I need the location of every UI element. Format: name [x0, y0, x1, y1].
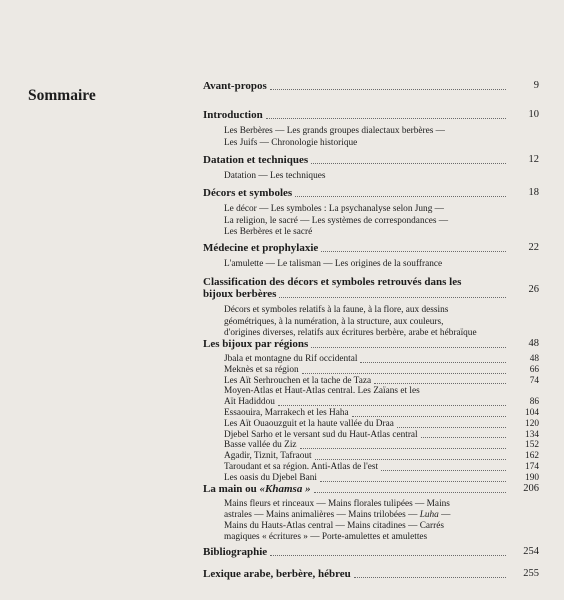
region-item[interactable]: Meknès et sa région 66 — [224, 364, 539, 375]
entry-description: Décors et symboles relatifs à la faune, à la flore, aux dessins géométriques, à la numération, à la structure, aux couleurs, d'origines diverses, relatifs aux écritures berbère, arabe et hébraïque — [224, 305, 477, 338]
region-item[interactable]: Les oasis du Djebel Bani 190 — [224, 472, 539, 483]
region-item[interactable]: Agadir, Tiznit, Tafraout 162 — [224, 451, 539, 462]
entry-title: La main ou «Khamsa » — [203, 483, 311, 495]
region-item[interactable]: Les Aït Ouaouzguit et la haute vallée du Draa 120 — [224, 418, 539, 429]
toc-entry-introduction[interactable] — [203, 109, 539, 149]
entry-page: 10 — [528, 109, 539, 120]
entry-page: 9 — [533, 80, 539, 91]
region-item[interactable]: Les Aït Serhrouchen et la tache de Taza 74 — [224, 375, 539, 386]
entry-page: 12 — [528, 154, 539, 165]
entry-title-line1: Classification des décors et symboles retrouvés dans les — [203, 276, 462, 288]
leader-dots — [270, 555, 506, 556]
toc-entry-datation[interactable] — [203, 154, 539, 183]
region-item[interactable]: Taroudant et sa région. Anti-Atlas de l'est 174 — [224, 461, 539, 472]
entry-title: Médecine et prophylaxie — [203, 242, 319, 254]
leader-dots — [279, 297, 506, 298]
toc-entry-bibliographie[interactable] — [203, 546, 539, 558]
leader-dots — [270, 89, 506, 90]
entry-title: Décors et symboles — [203, 187, 293, 199]
entry-page: 18 — [528, 187, 539, 198]
toc-entry-lexique[interactable] — [203, 568, 539, 580]
leader-dots — [266, 118, 506, 119]
entry-description: Les Berbères — Les grands groupes dialectaux berbères — Les Juifs — Chronologie historique — [224, 126, 445, 148]
entry-title: Introduction — [203, 109, 263, 121]
region-item[interactable]: Jbala et montagne du Rif occidental 48 — [224, 354, 539, 364]
leader-dots — [354, 577, 506, 578]
entry-title: Avant-propos — [203, 80, 267, 92]
toc-entry-khamsa[interactable] — [203, 483, 539, 543]
regions-list — [203, 354, 539, 484]
page-title: Sommaire — [28, 87, 96, 104]
leader-dots — [295, 196, 506, 197]
entry-description: Mains fleurs et rinceaux — Mains florales tulipées — Mains astrales — Mains animalières — Mains trilobées — Luha — Mains du Hauts-Atlas central — Mains citadines — Carrés magiques « écritures » — Porte-amulettes et amulettes — [224, 499, 451, 542]
entry-title: Datation et techniques — [203, 154, 309, 166]
region-item[interactable]: Essaouira, Marrakech et les Haha 104 — [224, 407, 539, 418]
leader-dots — [311, 163, 506, 164]
leader-dots — [314, 492, 506, 493]
entry-title: Lexique arabe, berbère, hébreu — [203, 568, 351, 580]
region-item[interactable]: Djebel Sarho et le versant sud du Haut-Atlas central 134 — [224, 429, 539, 440]
toc-entry-decors[interactable] — [203, 187, 539, 239]
entry-description: Le décor — Les symboles : La psychanalyse selon Jung — La religion, le sacré — Les systèmes de correspondances — Les Berbères et le sacré — [224, 204, 449, 237]
region-item[interactable]: Basse vallée du Ziz 152 — [224, 440, 539, 451]
region-item[interactable]: Moyen-Atlas et Haut-Atlas central. Les Zaïans et les — [224, 386, 420, 397]
entry-page: 254 — [523, 546, 539, 557]
entry-page: 206 — [523, 483, 539, 494]
leader-dots — [321, 251, 506, 252]
entry-description: Datation — Les techniques — [224, 171, 326, 181]
toc-entry-avant-propos[interactable] — [203, 80, 539, 92]
toc-entry-medecine[interactable] — [203, 242, 539, 271]
entry-page: 255 — [523, 568, 539, 579]
entry-title: Bibliographie — [203, 546, 268, 558]
region-item[interactable]: Aït Hadiddou 86 — [224, 397, 539, 408]
entry-description: L'amulette — Le talisman — Les origines de la souffrance — [224, 259, 443, 269]
entry-page: 26 — [528, 284, 539, 295]
toc-entry-bijoux[interactable] — [203, 338, 539, 484]
entry-page: 48 — [528, 338, 539, 349]
toc-entry-classification[interactable] — [203, 276, 539, 340]
entry-title: Les bijoux par régions — [203, 338, 309, 350]
entry-title-line2: bijoux berbères — [203, 288, 277, 300]
leader-dots — [311, 347, 506, 348]
entry-page: 22 — [528, 242, 539, 253]
